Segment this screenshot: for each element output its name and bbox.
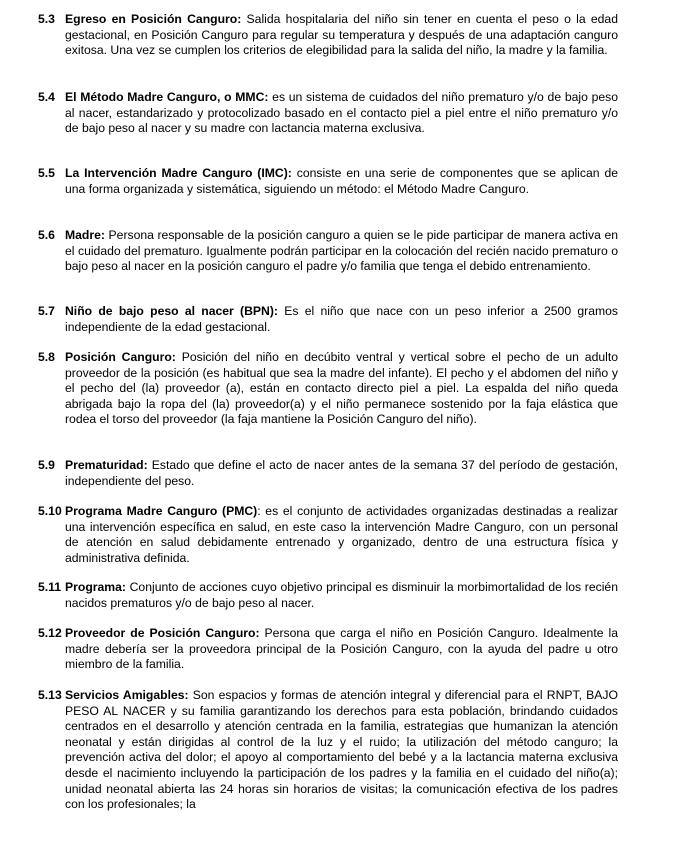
definition-5-13 (38, 688, 618, 813)
definition-number: 5.3 (38, 12, 55, 26)
definition-number: 5.4 (38, 90, 55, 104)
definition-body (65, 90, 618, 137)
definition-body (65, 304, 618, 335)
definition-5-9 (38, 458, 618, 489)
definition-text: Persona que carga el niño en Posición Canguro. Idealmente la madre debería ser la proveedora principal de la Posición Canguro, con la ayuda del padre u otro miembro de la familia. (65, 626, 618, 672)
definition-body (65, 626, 618, 673)
definition-number: 5.13 (38, 688, 62, 702)
definition-5-4 (38, 90, 618, 137)
definition-term: Programa: (65, 580, 126, 594)
definition-term: Madre: (65, 228, 105, 242)
definition-text: Son espacios y formas de atención integral y diferencial para el RNPT, BAJO PESO AL NACER y su familia garantizando los derechos para esta población, brindando cuidados centrados en el desarrollo y atención centrada en la familia, estrategias que humanizan la atención neonatal y están dirigidas al control de la luz y el ruido; la utilización del método canguro; la prevención activa del dolor; el apoyo al comportamiento del bebé y a la lactancia materna exclusiva desde el nacimiento incluyendo la participación de los padres y la familia en el cuidado del niño(a); unidad neonatal abierta las 24 horas sin horarios de visitas; la comunicación efectiva de los padres con los profesionales; la (65, 688, 618, 812)
definition-body (65, 458, 618, 489)
definition-number: 5.8 (38, 350, 55, 364)
definition-number: 5.10 (38, 504, 62, 518)
definition-5-6 (38, 228, 618, 275)
definition-text: Salida hospitalaria del niño sin tener en cuenta el peso o la edad gestacional, en Posición Canguro para regular su temperatura y después de una adaptación canguro exitosa. Una vez se cumplen los criterios de elegibilidad para la salida del niño, la madre y la familia. (65, 12, 618, 58)
definition-text: Conjunto de acciones cuyo objetivo principal es disminuir la morbimortalidad de los recién nacidos prematuros y/o de bajo peso al nacer. (65, 580, 618, 610)
definition-term: Programa Madre Canguro (PMC) (65, 504, 258, 518)
definition-number: 5.11 (38, 580, 62, 594)
definition-body (65, 228, 618, 275)
definition-text: Posición del niño en decúbito ventral y vertical sobre el pecho de un adulto proveedor de la posición (es habitual que sea la madre del infante). El pecho y el abdomen del niño y el pecho del (la) proveedor (a), están en contacto directo piel a piel. La espalda del niño queda abrigada bajo la ropa del (la) proveedor(a) y el niño permanece sostenido por la faja elástica que rodea el torso del proveedor (la faja mantiene la Posición Canguro del niño). (65, 350, 619, 427)
definition-term: Prematuridad: (65, 458, 148, 472)
definition-5-3 (38, 12, 618, 59)
definition-body (65, 580, 618, 611)
definition-text: Es el niño que nace con un peso inferior a 2500 gramos independiente de la edad gestacional. (65, 304, 618, 334)
definition-5-11 (38, 580, 618, 611)
definition-5-7 (38, 304, 618, 335)
definition-term: Posición Canguro: (65, 350, 176, 364)
definition-text: Persona responsable de la posición canguro a quien se le pide participar de manera activa en el cuidado del prematuro. Igualmente podrán participar en la colocación del recién nacido prematuro o bajo peso al nacer en la posición canguro el padre y/o familia que tenga el debido entrenamiento. (65, 228, 618, 274)
definition-5-12 (38, 626, 618, 673)
definition-body (65, 688, 618, 813)
definition-5-8 (38, 350, 618, 428)
definition-number: 5.9 (38, 458, 55, 472)
definition-number: 5.12 (38, 626, 62, 640)
definition-text: : es el conjunto de actividades organizadas destinadas a realizar una intervención específica en salud, en este caso la intervención Madre Canguro, con un personal de atención en salud debidamente entrenado y organizado, dentro de una estructura física y administrativa definida. (65, 504, 618, 565)
definition-term: El Método Madre Canguro, o MMC: (65, 90, 269, 104)
definition-body (65, 350, 618, 428)
definition-text: es un sistema de cuidados del niño prematuro y/o de bajo peso al nacer, estandarizado y protocolizado basado en el contacto piel a piel entre el niño prematuro y/o de bajo peso al nacer y su madre con lactancia materna exclusiva. (65, 90, 619, 136)
definition-body (65, 12, 618, 59)
definition-number: 5.7 (38, 304, 55, 318)
definition-body (65, 504, 618, 566)
definition-term: Proveedor de Posición Canguro: (65, 626, 260, 640)
definition-text: consiste en una serie de componentes que se aplican de una forma organizada y sistemática, siguiendo un método: el Método Madre Canguro. (65, 166, 618, 196)
definition-5-5 (38, 166, 618, 197)
definition-5-10 (38, 504, 618, 566)
definition-term: Niño de bajo peso al nacer (BPN): (65, 304, 278, 318)
definition-text: Estado que define el acto de nacer antes de la semana 37 del período de gestación, independiente del peso. (65, 458, 618, 488)
definition-term: La Intervención Madre Canguro (IMC): (65, 166, 292, 180)
definition-term: Egreso en Posición Canguro: (65, 12, 242, 26)
definition-term: Servicios Amigables: (65, 688, 189, 702)
definition-number: 5.6 (38, 228, 55, 242)
definition-number: 5.5 (38, 166, 55, 180)
definition-body (65, 166, 618, 197)
